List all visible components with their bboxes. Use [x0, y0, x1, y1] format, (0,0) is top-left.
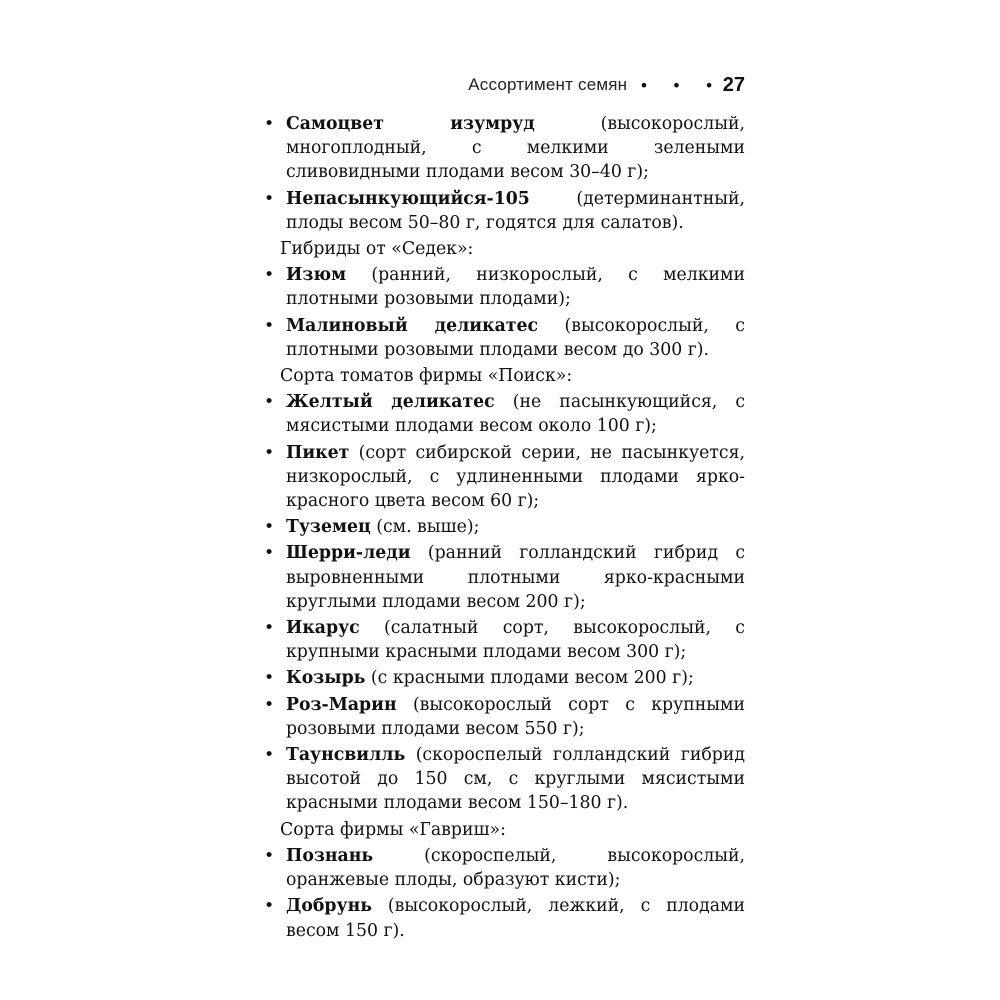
header-dots-ornament: • • • [639, 75, 723, 95]
variety-description: (скороспелый, высокорослый, оранжевые плоды, образуют кисти); [286, 845, 745, 891]
variety-name: Непасынкующийся-105 [286, 188, 530, 209]
variety-list-item [262, 112, 745, 185]
bullet-icon: • [264, 694, 275, 715]
bullet-icon: • [264, 845, 275, 866]
variety-list-item [262, 314, 745, 362]
variety-description: (высокорослый сорт с крупными розовыми плодами весом 550 г); [286, 694, 745, 739]
variety-list-item [262, 616, 745, 664]
variety-list-item [262, 541, 745, 614]
variety-name: Познань [286, 845, 374, 866]
bullet-icon: • [264, 745, 275, 766]
variety-description: (высокорослый, многоплодный, с мелкими зелеными сливовидными плодами весом 30–40 г); [286, 114, 745, 183]
variety-list-item [262, 743, 745, 816]
variety-description: (ранний, низкорослый, с мелкими плотными розовыми плодами); [286, 265, 745, 310]
page-number: 27 [722, 73, 745, 96]
variety-list-item [262, 187, 745, 235]
section-heading: Сорта фирмы «Гавриш»: [280, 819, 506, 840]
variety-name: Пикет [286, 442, 350, 463]
variety-list-item [262, 894, 745, 942]
variety-description: (не пасынкующийся, с мясистыми плодами весом около 100 г); [286, 392, 745, 437]
variety-description: (высокорослый, лежкий, с плодами весом 150 г). [286, 896, 745, 941]
bullet-icon: • [264, 392, 275, 413]
variety-name: Туземец [286, 517, 371, 538]
variety-list-item [262, 844, 745, 892]
bullet-icon: • [264, 442, 275, 463]
bullet-icon: • [264, 668, 275, 689]
bullet-icon: • [264, 618, 275, 639]
variety-name: Козырь [286, 668, 366, 689]
variety-list-item [262, 390, 745, 438]
bullet-icon: • [264, 265, 275, 286]
bullet-icon: • [264, 114, 275, 134]
running-header-title: Ассортимент семян [468, 75, 628, 94]
variety-description: (детерминантный, плоды весом 50–80 г, годятся для салатов). [286, 188, 745, 233]
bullet-icon: • [264, 188, 275, 209]
page-body [262, 112, 745, 943]
section-heading: Сорта томатов фирмы «Поиск»: [280, 366, 573, 387]
bullet-icon: • [264, 543, 275, 564]
variety-description: (с красными плодами весом 200 г); [365, 668, 694, 689]
variety-name: Малиновый деликатес [286, 315, 539, 336]
variety-list-item [262, 666, 745, 690]
variety-name: Икарус [286, 618, 360, 639]
variety-list-item [262, 441, 745, 514]
variety-name: Изюм [286, 265, 347, 286]
bullet-icon: • [264, 896, 275, 917]
variety-name: Самоцвет изумруд [286, 114, 535, 134]
variety-name: Шерри-леди [286, 543, 411, 564]
variety-description: (высокорослый, с плотными розовыми плодами весом до 300 г). [286, 315, 745, 360]
variety-description: (салатный сорт, высокорослый, с крупными красными плодами весом 300 г); [286, 618, 745, 663]
variety-list-item [262, 693, 745, 741]
running-header [440, 70, 745, 100]
variety-name: Добрунь [286, 896, 372, 917]
section-heading: Гибриды от «Седек»: [280, 239, 474, 260]
variety-name: Роз-Марин [286, 694, 397, 715]
variety-description: (см. выше); [370, 517, 480, 538]
variety-name: Желтый деликатес [286, 392, 495, 413]
variety-name: Таунсвилль [286, 745, 406, 766]
variety-list-item [262, 515, 745, 539]
variety-list-item [262, 263, 745, 311]
variety-description: (ранний голландский гибрид с выровненными плотными ярко-красными круглыми плодами весом 200 г); [286, 543, 745, 612]
bullet-icon: • [264, 315, 275, 336]
bullet-icon: • [264, 517, 275, 538]
variety-description: (сорт сибирской серии, не пасынкуется, низкорослый, с удлиненными плодами ярко-красного цвета весом 60 г); [286, 442, 745, 512]
variety-description: (скороспелый голландский гибрид высотой до 150 см, с круглыми мясистыми красными плодами весом 150–180 г). [286, 745, 745, 814]
